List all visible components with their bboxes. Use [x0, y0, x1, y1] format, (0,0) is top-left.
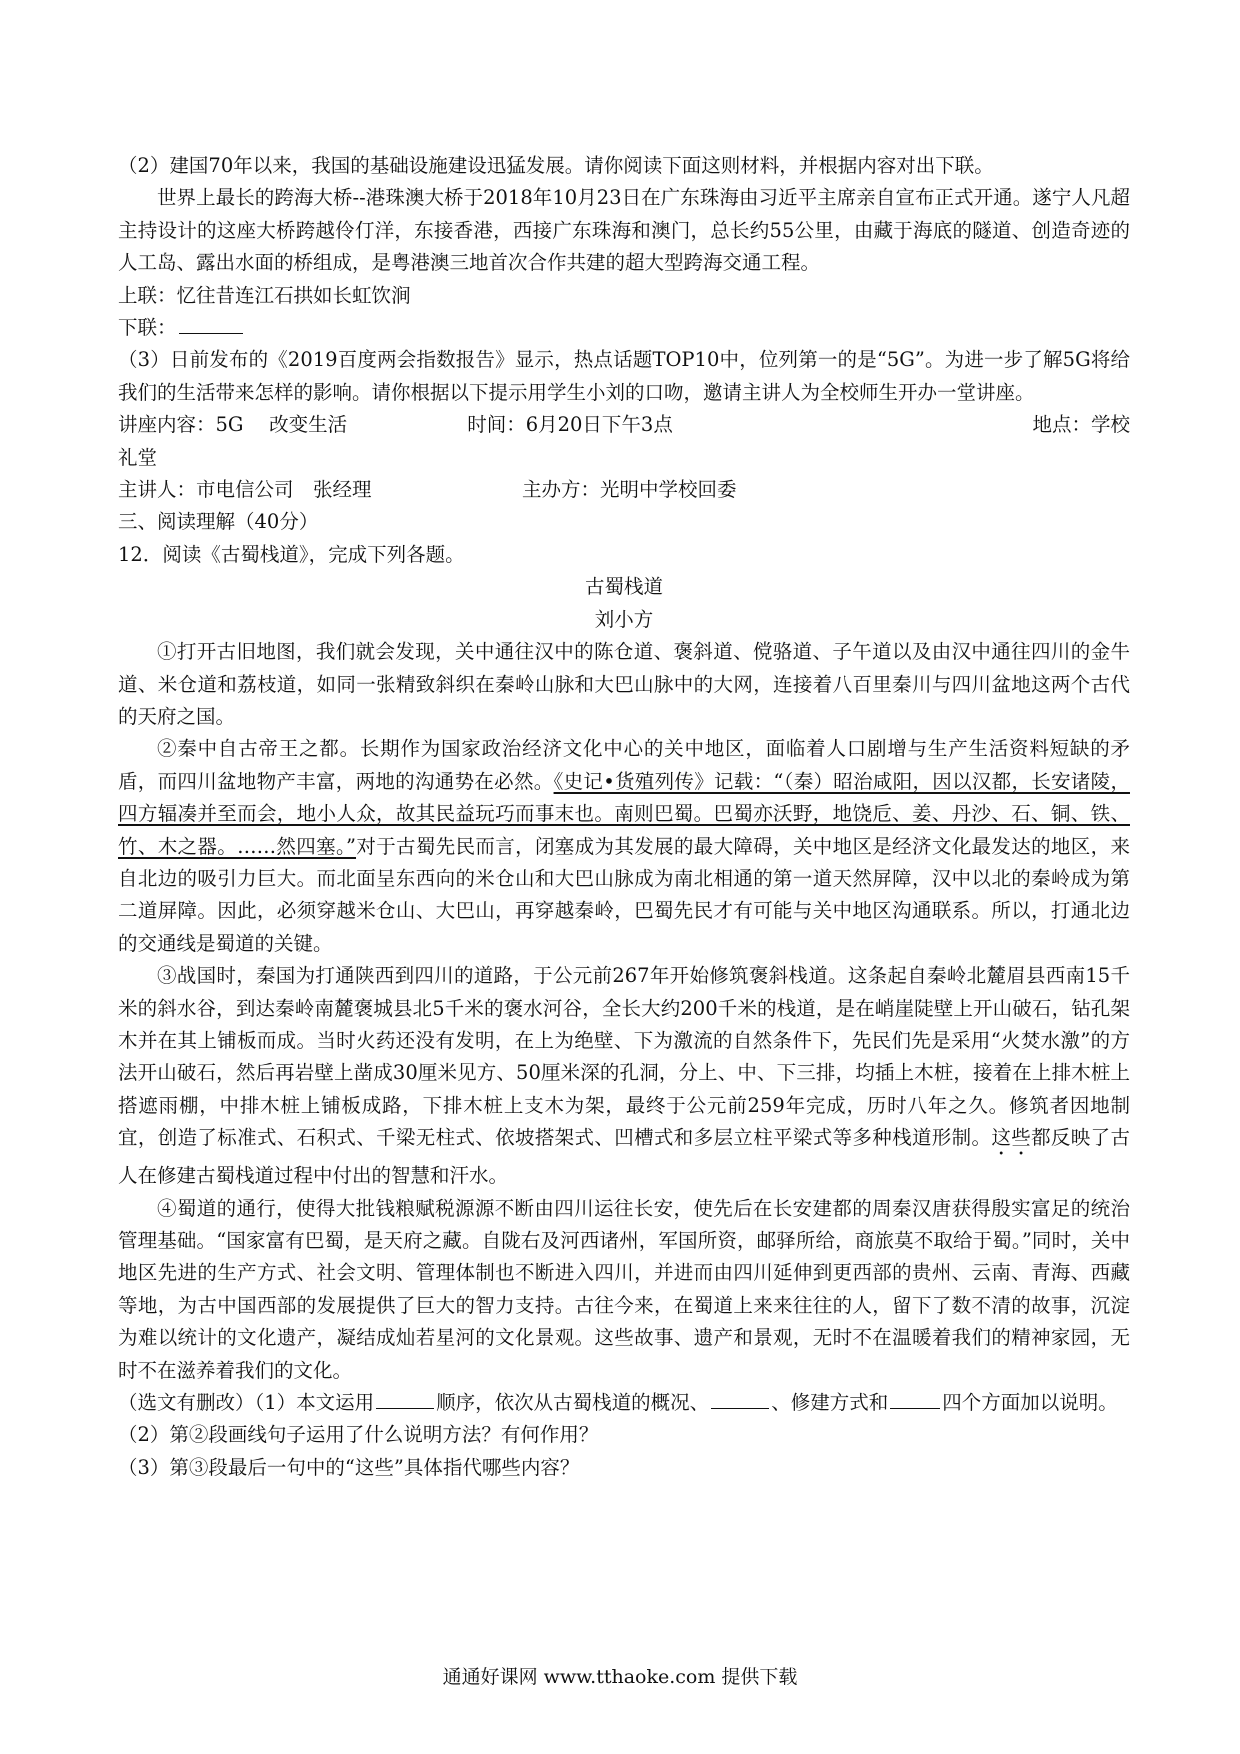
sub-question-1 [118, 1387, 1130, 1419]
lecture-place: 地点：学校 [1032, 413, 1130, 437]
answer-blank [376, 1390, 434, 1409]
article-title: 古蜀栈道 [584, 575, 663, 599]
q1-text-b: 顺序，依次从古蜀栈道的概况、 [436, 1391, 710, 1415]
article-author: 刘小方 [594, 607, 654, 631]
p3-text-a: ③战国时，秦国为打通陕西到四川的道路，于公元前267年开始修筑褒斜栈道。这条起自秦岭北麓眉县西南15千米的斜水谷，到达秦岭南麓褒城县北5千米的褒水河谷，全长大约200千米的栈道，是在峭崖陡壁上开山破石，钻孔架木并在其上铺板而成。当时火药还没有发明，在上为绝壁、下为激流的自然条件下，先民们先是采用“火焚水激”的方法开山破石，然后再岩壁上凿成30厘米见方、50厘米深的孔洞，分上、中、下三排，均插上木桩，接着在上排木桩上搭遮雨棚，中排木桩上铺板成路，下排木桩上支木为架，最终于公元前259年完成，历时八年之久。修筑者因地制宜，创造了标准式、石积式、千梁无柱式、依坡搭架式、凹槽式和多层立柱平梁式等多种栈道形制。 [118, 964, 1130, 1150]
p2-text-a: ②秦中自古帝王之都。长期作为国家政治经济文化中心的关中地区，面临着人口剧增与生产生活资料短缺的矛盾，而四川盆地物产丰富，两地的沟通势在必然。 [118, 737, 1130, 793]
p2-text-b: 对于古蜀先民而言，闭塞成为其发展的最大障碍，关中地区是经济文化最发达的地区，来自北边的吸引力巨大。而北面呈东西向的米仓山和大巴山脉成为南北相通的第一道天然屏障，汉中以北的秦岭成为第二道屏障。因此，必须穿越米仓山、大巴山，再穿越秦岭，巴蜀先民才有可能与关中地区沟通联系。所以，打通北边的交通线是蜀道的关键。 [118, 834, 1130, 955]
p3-text-b: 都反映了古人在修建古蜀栈道过程中付出的智慧和汗水。 [118, 1126, 1130, 1188]
lecture-speaker: 主讲人：市电信公司 张经理 [118, 478, 372, 502]
section-heading: 三、阅读理解（40分） [118, 510, 319, 534]
question-12: 12．阅读《古蜀栈道》，完成下列各题。 [118, 542, 465, 566]
lecture-organizer: 主办方：光明中学校回委 [522, 478, 737, 502]
couplet-lower-label: 下联： [118, 316, 177, 340]
exam-page [118, 150, 1130, 1484]
article-paragraph-4: ④蜀道的通行，使得大批钱粮赋税源源不断由四川运往长安，使先后在长安建都的周秦汉唐获得殷实富足的统治管理基础。“国家富有巴蜀，是天府之藏。自陇右及河西诸州，军国所资，邮驿所给，商旅莫不取给于蜀。”同时，关中地区先进的生产方式、社会文明、管理体制也不断进入四川，并进而由四川延伸到更西部的贵州、云南、青海、西藏等地，为古中国西部的发展提供了巨大的智力支持。古往今来，在蜀道上来来往往的人，留下了数不清的故事，沉淀为难以统计的文化遗产，凝结成灿若星河的文化景观。这些故事、遗产和景观，无时不在温暖着我们的精神家园，无时不在滋养着我们的文化。 [118, 1196, 1130, 1382]
lecture-place-cont: 礼堂 [118, 445, 158, 469]
lecture-content: 讲座内容：5G 改变生活 [118, 413, 348, 437]
article-paragraph-3 [118, 960, 1130, 1192]
underlined-quotation: 《史记•货殖列传》记载：“（秦）昭治咸阳，因以汉都，长安诸陵，四方辐凑并至而会，地小人众，故其民益玩巧而事末也。南则巴蜀。巴蜀亦沃野，地饶卮、姜、丹沙、石、铜、铁、竹、木之器。……然四塞。” [118, 769, 1130, 858]
answer-blank [711, 1390, 769, 1409]
couplet-lower [118, 312, 1130, 344]
q3-prompt: （3）日前发布的《2019百度两会指数报告》显示，热点话题TOP10中，位列第一的是“5G”。为进一步了解5G将给我们的生活带来怎样的影响。请你根据以下提示用学生小刘的口吻，邀请主讲人为全校师生开办一堂讲座。 [118, 348, 1130, 404]
couplet-upper: 上联：忆往昔连江石拱如长虹饮涧 [118, 283, 411, 307]
emphasized-zhexie: 这些 [991, 1126, 1032, 1150]
article-paragraph-1: ①打开古旧地图，我们就会发现，关中通往汉中的陈仓道、褒斜道、傥骆道、子午道以及由汉中通往四川的金牛道、米仓道和荔枝道，如同一张精致斜织在秦岭山脉和大巴山脉中的大网，连接着八百里秦川与四川盆地这两个古代的天府之国。 [118, 640, 1130, 728]
lecture-host-row [118, 474, 1130, 506]
page-footer: 通通好课网 www.tthaoke.com 提供下载 [442, 1666, 798, 1688]
answer-blank [890, 1390, 940, 1409]
lecture-time: 时间：6月20日下午3点 [467, 413, 673, 437]
sub-question-3: （3）第③段最后一句中的“这些”具体指代哪些内容？ [118, 1455, 580, 1479]
q1-text-c: 、修建方式和 [771, 1391, 889, 1415]
lecture-info-row [118, 409, 1130, 441]
sub-question-2: （2）第②段画线句子运用了什么说明方法？有何作用？ [118, 1423, 599, 1447]
answer-blank [179, 315, 243, 334]
article-paragraph-2 [118, 733, 1130, 960]
q2-material: 世界上最长的跨海大桥--港珠澳大桥于2018年10月23日在广东珠海由习近平主席亲自宣布正式开通。遂宁人凡超主持设计的这座大桥跨越伶仃洋，东接香港，西接广东珠海和澳门，总长约55公里，由藏于海底的隧道、创造奇迹的人工岛、露出水面的桥组成，是粤港澳三地首次合作共建的超大型跨海交通工程。 [118, 186, 1130, 275]
q2-prompt: （2）建国70年以来，我国的基础设施建设迅猛发展。请你阅读下面这则材料，并根据内容对出下联。 [118, 154, 994, 177]
q1-text-a: （选文有删改）（1）本文运用 [118, 1391, 375, 1415]
q1-text-d: 四个方面加以说明。 [942, 1391, 1118, 1415]
